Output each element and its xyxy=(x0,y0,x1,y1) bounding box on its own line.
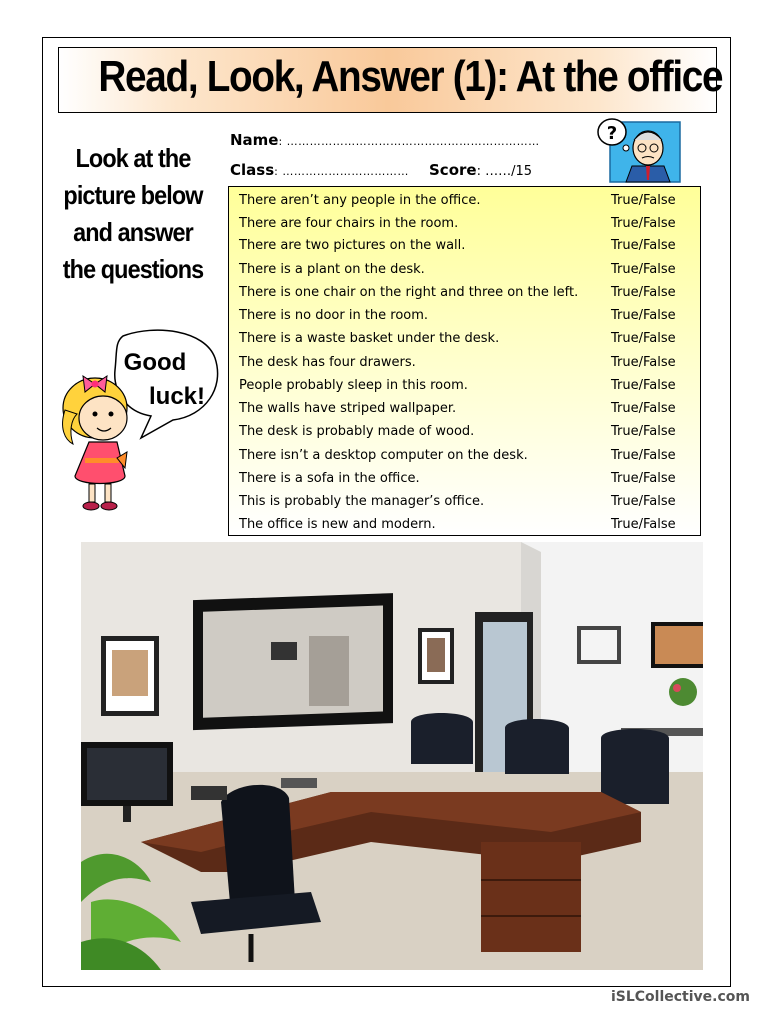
question-statement: The walls have striped wallpaper. xyxy=(239,401,457,416)
score-value: : ……/15 xyxy=(476,164,533,179)
question-row xyxy=(239,189,690,212)
question-row xyxy=(239,513,690,536)
true-false-option[interactable]: True/False xyxy=(611,494,676,509)
question-statement: There is a plant on the desk. xyxy=(239,262,425,277)
question-statement: There is no door in the room. xyxy=(239,308,429,323)
true-false-option[interactable]: True/False xyxy=(611,216,676,231)
question-statement: There aren’t any people in the office. xyxy=(239,193,481,208)
teacher-icon xyxy=(596,114,684,184)
instruction-line: and answer xyxy=(73,217,193,247)
class-field xyxy=(230,161,409,179)
question-row xyxy=(239,374,690,397)
question-row xyxy=(239,467,690,490)
question-statement: The desk has four drawers. xyxy=(239,355,416,370)
true-false-option[interactable]: True/False xyxy=(611,471,676,486)
question-statement: This is probably the manager’s office. xyxy=(239,494,485,509)
bubble-line-1: Good xyxy=(123,349,187,376)
question-row xyxy=(239,420,690,443)
question-row xyxy=(239,212,690,235)
name-field xyxy=(230,131,540,149)
footer-watermark: iSLCollective.com xyxy=(610,989,750,1005)
question-row xyxy=(239,281,690,304)
true-false-option[interactable]: True/False xyxy=(611,401,676,416)
question-row xyxy=(239,234,690,257)
true-false-option[interactable]: True/False xyxy=(611,424,676,439)
question-statement: People probably sleep in this room. xyxy=(239,378,468,393)
question-row xyxy=(239,397,690,420)
true-false-option[interactable]: True/False xyxy=(611,517,676,532)
instructions xyxy=(58,140,207,288)
name-label: Name xyxy=(230,131,279,149)
question-row xyxy=(239,327,690,350)
true-false-option[interactable]: True/False xyxy=(611,262,676,277)
questions-box xyxy=(228,186,701,536)
true-false-option[interactable]: True/False xyxy=(611,193,676,208)
true-false-option[interactable]: True/False xyxy=(611,378,676,393)
girl-illustration xyxy=(55,328,225,514)
question-row xyxy=(239,351,690,374)
class-label: Class xyxy=(230,161,275,179)
question-statement: There are four chairs in the room. xyxy=(239,216,459,231)
question-statement: There is a sofa in the office. xyxy=(239,471,420,486)
question-statement: There are two pictures on the wall. xyxy=(239,238,466,253)
question-row xyxy=(239,444,690,467)
true-false-option[interactable]: True/False xyxy=(611,331,676,346)
question-row xyxy=(239,258,690,281)
score-field xyxy=(429,161,532,179)
question-row xyxy=(239,490,690,513)
question-statement: The desk is probably made of wood. xyxy=(239,424,475,439)
question-statement: There isn’t a desktop computer on the desk. xyxy=(239,448,528,463)
question-statement: There is a waste basket under the desk. xyxy=(239,331,500,346)
instruction-line: picture below xyxy=(63,180,203,210)
true-false-option[interactable]: True/False xyxy=(611,285,676,300)
title-banner xyxy=(58,47,723,113)
true-false-option[interactable]: True/False xyxy=(611,308,676,323)
question-mark: ? xyxy=(606,123,618,144)
instruction-line: the questions xyxy=(62,254,204,284)
true-false-option[interactable]: True/False xyxy=(611,355,676,370)
question-row xyxy=(239,304,690,327)
score-label: Score xyxy=(429,161,477,179)
instruction-line: Look at the xyxy=(75,143,191,173)
question-statement: The office is new and modern. xyxy=(239,517,436,532)
office-photo xyxy=(81,542,703,970)
name-blank[interactable]: : ………………………………………………………… xyxy=(278,135,540,148)
bubble-line-2: luck! xyxy=(148,383,206,410)
class-blank[interactable]: : …………………………… xyxy=(274,165,409,178)
true-false-option[interactable]: True/False xyxy=(611,448,676,463)
true-false-option[interactable]: True/False xyxy=(611,238,676,253)
page-title: Read, Look, Answer (1): At the office xyxy=(98,52,723,101)
question-statement: There is one chair on the right and three on the left. xyxy=(239,285,579,300)
